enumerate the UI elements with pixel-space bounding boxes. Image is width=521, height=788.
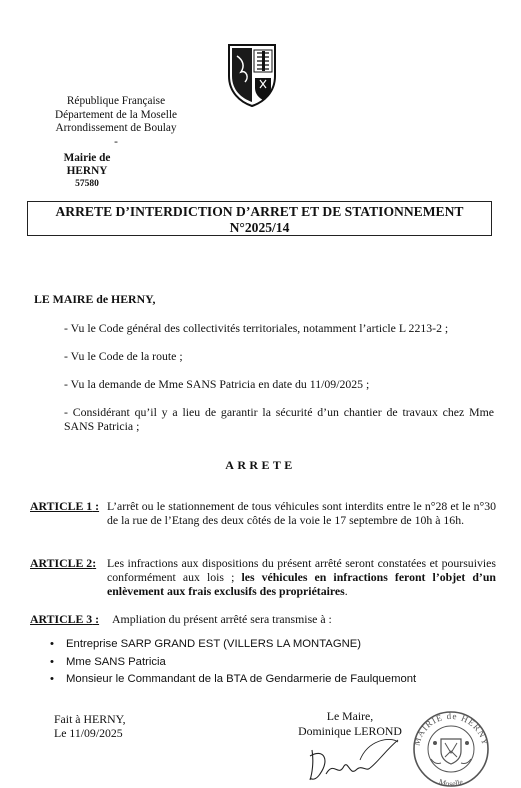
postcode: 57580	[75, 179, 99, 189]
document-number: N°2025/14	[229, 220, 290, 235]
document-title-box	[27, 201, 492, 236]
article-3	[30, 612, 496, 626]
article-1-label: ARTICLE 1 :	[30, 499, 100, 513]
mairie-block	[46, 152, 128, 191]
commune-name: HERNY	[66, 165, 108, 177]
fait-a: Fait à HERNY,	[54, 712, 126, 726]
official-seal-icon	[401, 703, 501, 787]
mayor-title: Le Maire,	[326, 709, 374, 723]
recipient-list	[46, 636, 486, 689]
article-3-text: Ampliation du présent arrêté sera transmise à :	[112, 612, 332, 626]
article-1	[30, 499, 496, 527]
considerant: - Considérant qu’il y a lieu de garantir la sécurité d’un chantier de travaux chez Mme SANS Patricia ;	[64, 405, 494, 433]
vu-code-route: - Vu le Code de la route ;	[64, 349, 183, 363]
header-dash: -	[114, 135, 118, 148]
vu-demande: - Vu la demande de Mme SANS Patricia en date du 11/09/2025 ;	[64, 377, 370, 391]
svg-text:MAIRIE de HERNY	[411, 711, 490, 747]
arrete-heading: ARRETE	[225, 458, 296, 472]
article-2-bold-text: les véhicules en infractions feront l’objet d’un enlèvement aux frais exclusifs des propriétaires	[107, 570, 496, 599]
article-2	[30, 556, 496, 599]
vu-cgct: - Vu le Code général des collectivités territoriales, notamment l’article L 2213-2 ;	[64, 321, 449, 335]
list-item: • Mme SANS Patricia	[46, 654, 486, 672]
header-republique: République Française	[66, 95, 166, 107]
handwritten-signature	[290, 730, 400, 785]
signature-date: Le 11/09/2025	[54, 726, 123, 741]
coat-of-arms-icon	[226, 42, 278, 108]
article-1-text: L’arrêt ou le stationnement de tous véhicules sont interdits entre le n°28 et le n°30 de la rue de l’Etang des deux côtés de la voie le 17 septembre de 10h à 16h.	[107, 499, 496, 528]
list-item: • Entreprise SARP GRAND EST (VILLERS LA MONTAGNE)	[46, 636, 486, 654]
administrative-header	[36, 95, 196, 149]
article-3-label: ARTICLE 3 :	[30, 612, 100, 626]
mayor-name: Dominique LEROND	[298, 723, 402, 738]
mairie-de-label: Mairie de	[63, 152, 111, 164]
authority-line: LE MAIRE de HERNY,	[34, 292, 156, 306]
place-and-date	[54, 712, 126, 740]
article-2-label: ARTICLE 2:	[30, 556, 97, 570]
header-arrondissement: Arrondissement de Boulay	[55, 122, 177, 135]
header-departement: Département de la Moselle	[54, 108, 178, 121]
list-item: • Monsieur le Commandant de la BTA de Gendarmerie de Faulquemont	[46, 671, 486, 689]
seal-bottom-text: Moselle	[437, 777, 465, 787]
svg-text:Moselle	[438, 777, 465, 787]
document-title: ARRETE D’INTERDICTION D’ARRET ET DE STATIONNEMENT	[55, 204, 464, 219]
seal-top-text: MAIRIE de HERNY	[411, 710, 491, 747]
article-2-text: Les infractions aux dispositions du présent arrêté seront constatées et poursuivies conformément aux lois ; les véhicules en infractions feront l’objet d’un enlèvement aux frais exclusifs des propriétaires.	[107, 556, 496, 599]
